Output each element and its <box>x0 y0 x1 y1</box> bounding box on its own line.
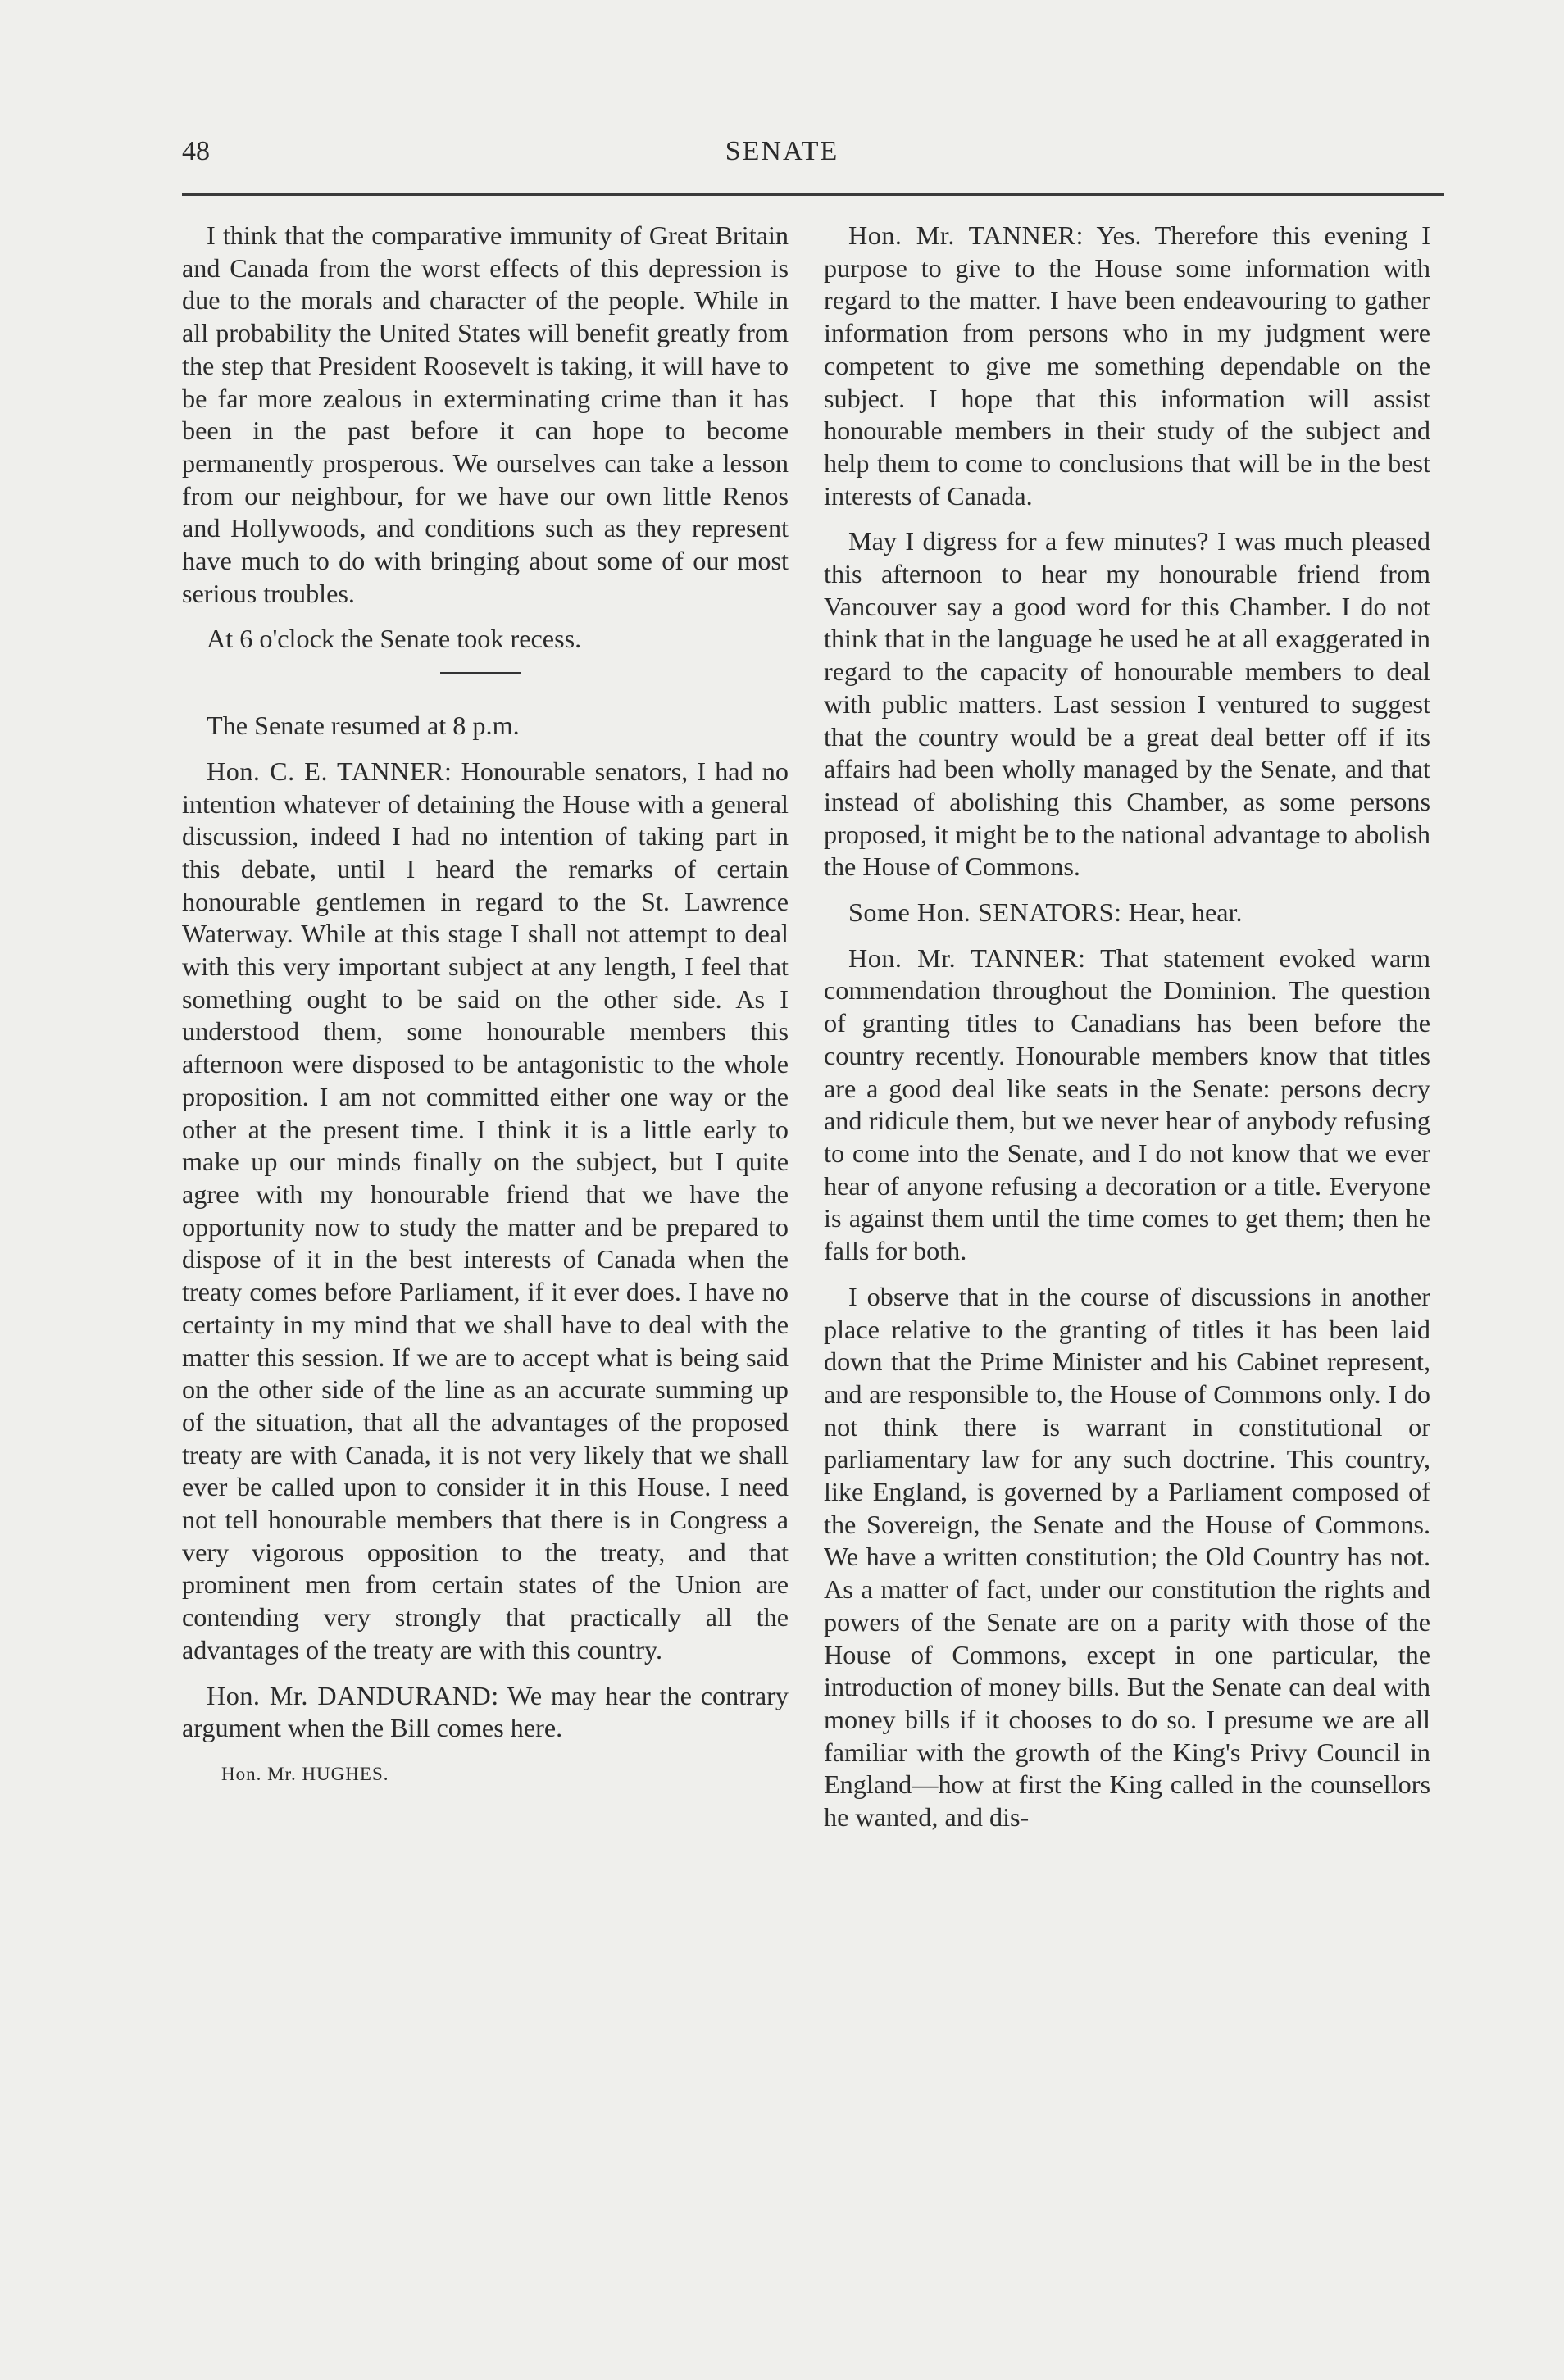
left-column <box>182 220 789 1791</box>
paragraph: I think that the comparative immunity of Great Britain and Canada from the worst effects of this depression is due to the morals and character of the people. While in all probability the United States will benefit greatly from the step that President Roosevelt is taking, it will have to be far more zealous in exterminating crime than it has been in the past before it can hope to become permanently prosperous. We ourselves can take a lesson from our neighbour, for we have our own little Renos and Hollywoods, and conditions such as they represent have much to do with bringing about some of our most serious troubles. <box>182 220 789 608</box>
right-column <box>824 220 1430 1847</box>
running-head: SENATE <box>725 136 839 166</box>
paragraph: May I digress for a few minutes? I was much pleased this afternoon to hear my honourable friend from Vancouver say a good word for this Chamber. I do not think that in the language he used he at all exaggerated in regard to the capacity of honourable members to deal with public matters. Last session I ventured to suggest that the country would be a great deal better off if its affairs had been wholly managed by the Senate, and that instead of abolishing this Chamber, as some persons proposed, it might be to the national advantage to abolish the House of Commons. <box>824 526 1430 882</box>
speech-text: Yes. Therefore this evening I purpose to give to the House some information with regard to the matter. I have been endeavouring to gather information from persons who in my judgment were competent to give me something dependable on the subject. I hope that this information will assist honourable members in their study of the subject and help them to come to conclusions that will be in the best interests of Canada. <box>824 220 1430 511</box>
speaker-name: Some Hon. SENATORS: <box>848 897 1122 928</box>
paragraph: I observe that in the course of discussions in another place relative to the granting of titles it has been laid down that the Prime Minister and his Cabinet represent, and are responsible to, the House of Commons only. I do not think there is warrant in constitutional or parliamentary law for any such doctrine. This country, like England, is governed by a Parliament composed of the Sovereign, the Senate and the House of Commons. We have a written constitution; the Old Country has not. As a matter of fact, under our constitution the rights and powers of the Senate are on a parity with those of the House of Commons, except in one particular, the introduction of money bills. But the Senate can deal with money bills if it chooses to do so. I presume we are all familiar with the growth of the King's Privy Council in England—how at first the King called in the counsellors he wanted, and dis- <box>824 1281 1430 1833</box>
page-number: 48 <box>182 136 210 166</box>
header-rule <box>182 193 1444 196</box>
speaker-name: Hon. Mr. DANDURAND: <box>207 1680 499 1710</box>
speaker-name: Hon. Mr. TANNER: <box>848 942 1086 973</box>
speech-text: Honourable senators, I had no intention whatever of detaining the House with a general discussion, indeed I had no intention of taking part in this debate, until I heard the remarks of certain honourable gentlemen in regard to the St. Lawrence Waterway. While at this stage I shall not attempt to deal with this very important subject at any length, I feel that something ought to be said on the other side. As I understood them, some honourable members this afternoon were disposed to be antagonistic to the whole proposition. I am not committed either one way or the other at the present time. I think it is a little early to make up our minds finally on the subject, but I quite agree with my honourable friend that we have the opportunity now to study the matter and be prepared to dispose of it in the best interests of Canada when the treaty comes before Parliament, if it ever does. I have no certainty in my mind that we shall have to deal with the matter this session. If we are to accept what is being said on the other side of the line as an accurate summing up of the situation, that all the advantages of the proposed treaty are with Canada, it is not very likely that we shall ever be called upon to consider it in this House. I need not tell honourable members that there is in Congress a very vigorous opposition to the treaty, and that prominent men from certain states of the Union are contending very strongly that practically all the advantages of the treaty are with this country. <box>182 756 789 1665</box>
paragraph <box>182 1680 789 1745</box>
section-divider <box>440 672 521 674</box>
resumed-note: The Senate resumed at 8 p.m. <box>207 711 520 741</box>
speech-text: Hear, hear. <box>1121 897 1243 928</box>
paragraph <box>182 756 789 1667</box>
footer-speaker: Hon. Mr. HUGHES. <box>221 1763 389 1784</box>
paragraph <box>824 220 1430 512</box>
recess-note: At 6 o'clock the Senate took recess. <box>207 624 582 654</box>
speaker-name: Hon. Mr. TANNER: <box>848 220 1084 250</box>
paragraph <box>824 897 1430 929</box>
speech-text: We may hear the contrary argument when the Bill comes here. <box>182 1680 789 1743</box>
speech-text: That statement evoked warm commendation throughout the Dominion. The question of granting titles to Canadians has been before the country recently. Honourable members know that titles are a good deal like seats in the Senate: persons decry and ridicule them, but we never hear of anybody refusing to come into the Senate, and I do not know that we ever hear of anyone refusing a decoration or a title. Everyone is against them until the time comes to get them; then he falls for both. <box>824 942 1430 1266</box>
paragraph <box>824 942 1430 1268</box>
speaker-name: Hon. C. E. TANNER: <box>207 756 452 786</box>
